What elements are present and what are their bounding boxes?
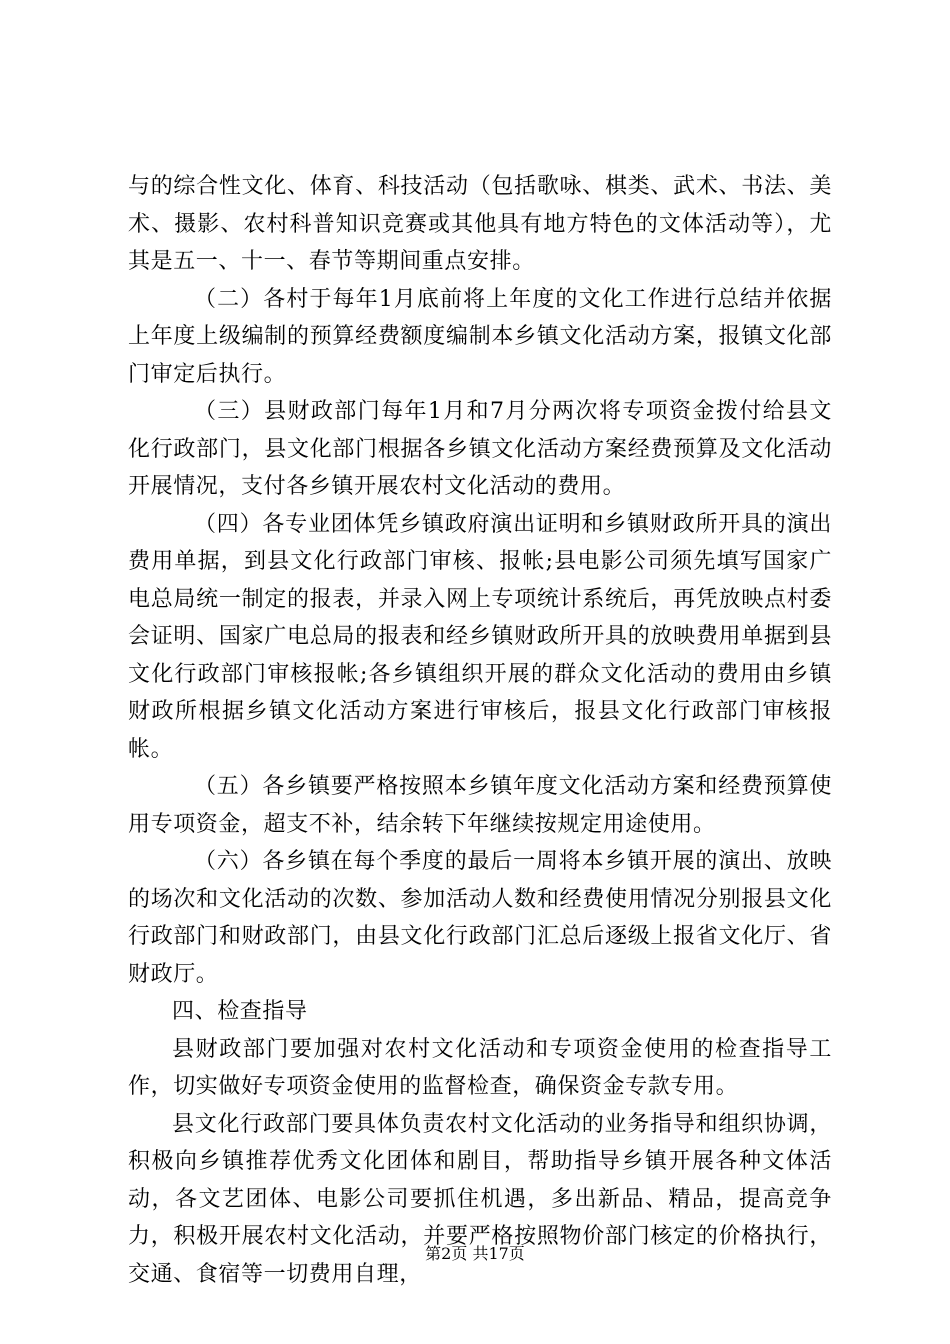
paragraph-item-3: （三）县财政部门每年1月和7月分两次将专项资金拨付给县文化行政部门，县文化部门根据各乡镇文化活动方案经费预算及文化活动开展情况，支付各乡镇开展农村文化活动的费用。 bbox=[128, 399, 832, 499]
paragraph-item-2: （二）各村于每年1月底前将上年度的文化工作进行总结并依据上年度上级编制的预算经费额度编制本乡镇文化活动方案，报镇文化部门审定后执行。 bbox=[128, 286, 832, 387]
section-heading: 四、检查指导 bbox=[172, 999, 308, 1024]
paragraph-finance-inspection: 县财政部门要加强对农村文化活动和专项资金使用的检查指导工作，切实做好专项资金使用的监督检查，确保资金专款专用。 bbox=[128, 1036, 832, 1099]
paragraph-culture-guidance: 县文化行政部门要具体负责农村文化活动的业务指导和组织协调，积极向乡镇推荐优秀文化团体和剧目，帮助指导乡镇开展各种文体活动，各文艺团体、电影公司要抓住机遇，多出新品、精品，提高竞争力，积极开展农村文化活动，并要严格按照物价部门核定的价格执行，交通、食宿等一切费用自理， bbox=[128, 1111, 832, 1287]
document-body bbox=[128, 168, 832, 1293]
paragraph-item-5: （五）各乡镇要严格按照本乡镇年度文化活动方案和经费预算使用专项资金，超支不补，结余转下年继续按规定用途使用。 bbox=[128, 774, 832, 837]
paragraph-item-4: （四）各专业团体凭乡镇政府演出证明和乡镇财政所开具的演出费用单据，到县文化行政部门审核、报帐;县电影公司须先填写国家广电总局统一制定的报表，并录入网上专项统计系统后，再凭放映点村委会证明、国家广电总局的报表和经乡镇财政所开具的放映费用单据到县文化行政部门审核报帐;各乡镇组织开展的群众文化活动的费用由乡镇财政所根据乡镇文化活动方案进行审核后，报县文化行政部门审核报帐。 bbox=[128, 511, 832, 762]
paragraph-item-6: （六）各乡镇在每个季度的最后一周将本乡镇开展的演出、放映的场次和文化活动的次数、参加活动人数和经费使用情况分别报县文化行政部门和财政部门，由县文化行政部门汇总后逐级上报省文化厅、省财政厅。 bbox=[128, 849, 832, 987]
paragraph-continuation: 与的综合性文化、体育、科技活动（包括歌咏、棋类、武术、书法、美术、摄影、农村科普知识竞赛或其他具有地方特色的文体活动等），尤其是五一、十一、春节等期间重点安排。 bbox=[128, 174, 832, 274]
page-number: 第2页 共17页 bbox=[425, 1244, 525, 1263]
